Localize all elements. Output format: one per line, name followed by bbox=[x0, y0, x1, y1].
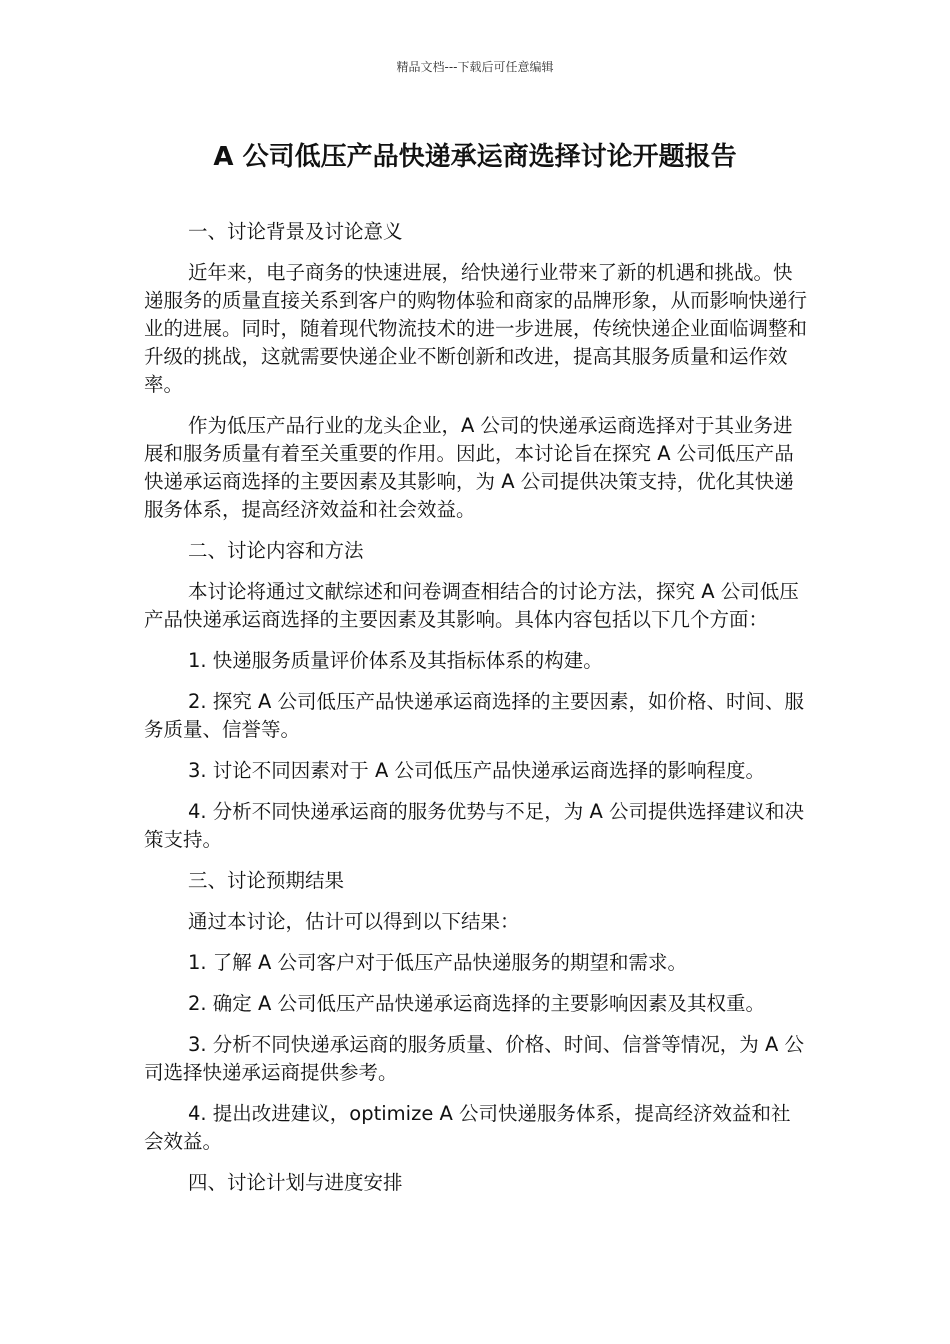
section-heading-plan-schedule: 四、讨论计划与进度安排 bbox=[188, 1171, 403, 1194]
list-item: 4. 提出改进建议，optimize A 公司快递服务体系，提高经济效益和社会效益。 bbox=[144, 1102, 791, 1153]
section-heading-background: 一、讨论背景及讨论意义 bbox=[188, 220, 403, 243]
section-heading-content-method: 二、讨论内容和方法 bbox=[188, 539, 364, 562]
list-item: 2. 探究 A 公司低压产品快递承运商选择的主要因素，如价格、时间、服务质量、信誉等。 bbox=[144, 690, 805, 741]
page-header-note: 精品文档---下载后可任意编辑 bbox=[396, 60, 554, 74]
paragraph: 作为低压产品行业的龙头企业，A 公司的快递承运商选择对于其业务进展和服务质量有着至关重要的作用。因此，本讨论旨在探究 A 公司低压产品快递承运商选择的主要因素及其影响，为 A 公司提供决策支持，优化其快递服务体系，提高经济效益和社会效益。 bbox=[144, 414, 794, 521]
section-heading-expected-results: 三、讨论预期结果 bbox=[188, 869, 345, 892]
paragraph: 通过本讨论，估计可以得到以下结果： bbox=[188, 910, 520, 933]
paragraph: 近年来，电子商务的快速进展，给快递行业带来了新的机遇和挑战。快递服务的质量直接关系到客户的购物体验和商家的品牌形象，从而影响快递行业的进展。同时，随着现代物流技术的进一步进展，传统快递企业面临调整和升级的挑战，这就需要快递企业不断创新和改进，提高其服务质量和运作效率。 bbox=[144, 261, 808, 396]
list-item: 1. 了解 A 公司客户对于低压产品快递服务的期望和需求。 bbox=[188, 951, 688, 974]
list-item: 2. 确定 A 公司低压产品快递承运商选择的主要影响因素及其权重。 bbox=[188, 992, 766, 1015]
list-item: 4. 分析不同快递承运商的服务优势与不足，为 A 公司提供选择建议和决策支持。 bbox=[144, 800, 805, 851]
list-item: 1. 快递服务质量评价体系及其指标体系的构建。 bbox=[188, 649, 603, 672]
paragraph: 本讨论将通过文献综述和问卷调查相结合的讨论方法，探究 A 公司低压产品快递承运商选择的主要因素及其影响。具体内容包括以下几个方面： bbox=[144, 580, 799, 631]
list-item: 3. 讨论不同因素对于 A 公司低压产品快递承运商选择的影响程度。 bbox=[188, 759, 766, 782]
document-title: A 公司低压产品快递承运商选择讨论开题报告 bbox=[213, 142, 737, 172]
document-body bbox=[144, 218, 810, 1210]
list-item: 3. 分析不同快递承运商的服务质量、价格、时间、信誉等情况，为 A 公司选择快递承运商提供参考。 bbox=[144, 1033, 805, 1084]
